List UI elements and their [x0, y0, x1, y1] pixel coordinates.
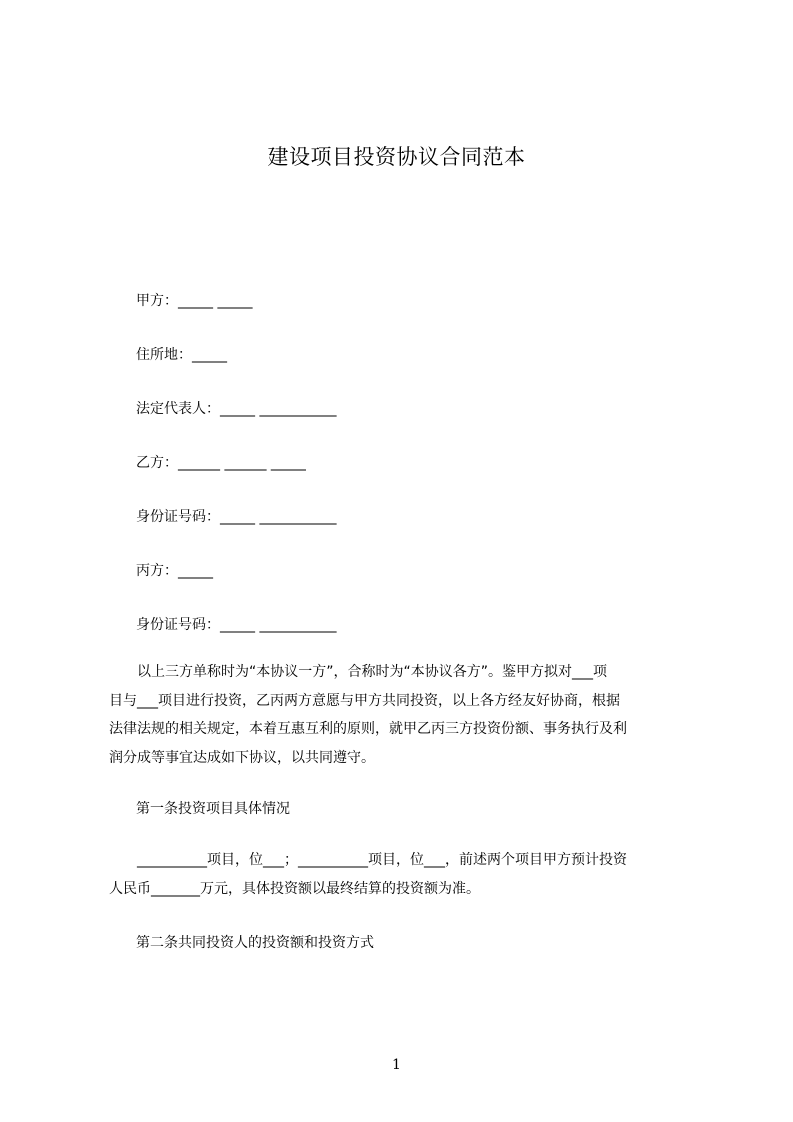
- party-c-blank: _____: [178, 563, 213, 579]
- legal-rep-blank-1: _____: [220, 401, 255, 417]
- id-number-b-blank-2: ___________: [259, 509, 337, 525]
- party-a-label: 甲方：: [136, 293, 178, 309]
- legal-rep-blank-2: ___________: [259, 401, 337, 417]
- party-b-blank-2: ______: [224, 455, 267, 471]
- legal-rep-line: [136, 399, 336, 419]
- article-1-line-1: __________项目，位___；__________项目，位___，前述两个项目甲方预计投资: [137, 852, 627, 868]
- party-a-line: [136, 291, 252, 311]
- party-b-blank-1: ______: [178, 455, 220, 471]
- party-b-label: 乙方：: [136, 455, 178, 471]
- intro-paragraph: [109, 658, 676, 772]
- article-1-heading: 第一条投资项目具体情况: [136, 801, 290, 817]
- intro-line-4: 润分成等事宜达成如下协议，以共同遵守。: [109, 749, 375, 766]
- party-b-blank-3: _____: [270, 455, 306, 471]
- intro-line-2: 目与___项目进行投资，乙丙两方意愿与甲方共同投资，以上各方经友好协商，根据: [109, 692, 620, 709]
- article-1-line-2: 人民币_______万元，具体投资额以最终结算的投资额为准。: [109, 880, 480, 897]
- id-number-c-blank-1: _____: [220, 617, 255, 633]
- party-c-label: 丙方：: [136, 563, 178, 579]
- intro-line-3: 法律法规的相关规定，本着互惠互利的原则，就甲乙丙三方投资份额、事务执行及利: [109, 721, 627, 737]
- party-a-blank-1: _____: [178, 293, 213, 309]
- id-number-b-label: 身份证号码：: [136, 509, 220, 525]
- intro-line-1: 以上三方单称时为“本协议一方”，合称时为“本协议各方”。鉴甲方拟对___项: [137, 664, 608, 680]
- id-number-c-label: 身份证号码：: [136, 617, 220, 633]
- article-2-heading: 第二条共同投资人的投资额和投资方式: [136, 935, 374, 951]
- address-label: 住所地：: [136, 347, 192, 363]
- address-blank: _____: [192, 347, 227, 363]
- id-number-c-line: [136, 615, 336, 635]
- party-c-line: [136, 561, 213, 581]
- id-number-b-blank-1: _____: [220, 509, 255, 525]
- legal-rep-label: 法定代表人：: [136, 401, 220, 417]
- id-number-c-blank-2: ___________: [259, 617, 337, 633]
- address-line: [136, 345, 227, 365]
- party-a-blank-2: _____: [217, 293, 253, 309]
- page-number: 1: [392, 1057, 401, 1073]
- document-title: 建设项目投资协议合同范本: [267, 145, 526, 169]
- article-1-paragraph: [109, 846, 676, 903]
- party-b-line: [136, 453, 306, 473]
- id-number-b-line: [136, 507, 336, 527]
